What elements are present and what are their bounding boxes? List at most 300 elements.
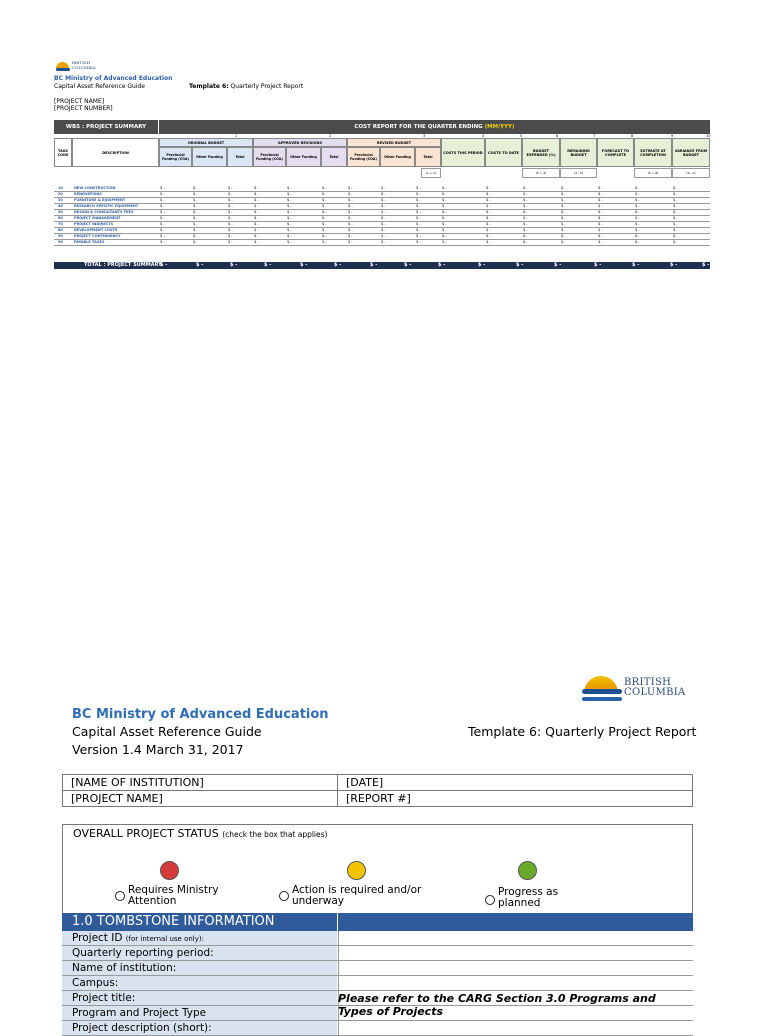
task-description: DEVELOPMENT COSTS	[74, 228, 118, 232]
cost-cell[interactable]: $ -	[287, 186, 292, 190]
wbs-header-right	[159, 120, 710, 134]
total-row	[54, 262, 710, 269]
cost-cell[interactable]: $ -	[673, 234, 678, 238]
section-title: 1.0 TOMBSTONE INFORMATION	[72, 914, 275, 929]
total-cell: $ -	[670, 262, 678, 268]
wbs-header-left: WBS : PROJECT SUMMARY	[54, 120, 158, 134]
small-guide-title: Capital Asset Reference Guide	[54, 83, 145, 90]
cost-cell[interactable]: $ -	[322, 210, 327, 214]
cost-cell[interactable]: $ -	[561, 192, 566, 196]
cost-cell[interactable]: $ -	[598, 198, 603, 202]
cost-cell[interactable]: $ -	[228, 228, 233, 232]
field-label-text: Quarterly reporting period:	[72, 947, 214, 959]
field-label	[62, 976, 337, 990]
wave-decoration-2	[582, 697, 622, 701]
cost-cell[interactable]: $ -	[193, 198, 198, 202]
cost-cell[interactable]: $ -	[598, 186, 603, 190]
cost-cell[interactable]: $ -	[673, 210, 678, 214]
cost-cell[interactable]: $ -	[416, 186, 421, 190]
description-header: DESCRIPTION	[72, 138, 159, 167]
cost-cell[interactable]: $ -	[228, 240, 233, 244]
cost-cell[interactable]: $ -	[523, 192, 528, 196]
cost-cell[interactable]: $ -	[635, 222, 640, 226]
cost-cell[interactable]: $ -	[635, 228, 640, 232]
field-label	[62, 1006, 337, 1020]
cost-cell[interactable]: $ -	[193, 216, 198, 220]
cost-cell[interactable]: $ -	[561, 240, 566, 244]
bc-logo-small	[56, 60, 100, 74]
cost-cell[interactable]: $ -	[523, 186, 528, 190]
cost-cell[interactable]: $ -	[254, 216, 259, 220]
wave-decoration	[56, 68, 70, 71]
task-description: DESIGN & CONSULTANTS FEES	[74, 210, 134, 214]
field-label-hint: (for internal use only):	[125, 935, 204, 943]
column-number: 10	[706, 134, 711, 138]
cost-cell[interactable]: $ -	[486, 234, 491, 238]
cost-cell[interactable]: $ -	[193, 204, 198, 208]
budget-subcolumn-header: Provincial Funding (COA)	[159, 147, 192, 167]
cost-cell[interactable]: $ -	[322, 228, 327, 232]
cost-cell[interactable]: $ -	[160, 240, 165, 244]
progress-planned-radio[interactable]	[485, 895, 495, 905]
total-cell: $ -	[516, 262, 524, 268]
cost-cell[interactable]: $ -	[442, 234, 447, 238]
small-project-number: [PROJECT NUMBER]	[54, 105, 113, 112]
cost-cell[interactable]: $ -	[523, 198, 528, 202]
cost-cell[interactable]: $ -	[561, 204, 566, 208]
column-number: 2	[329, 134, 332, 138]
cost-cell[interactable]: $ -	[442, 240, 447, 244]
cost-cell[interactable]: $ -	[673, 240, 678, 244]
cost-cell[interactable]: $ -	[254, 210, 259, 214]
cost-cell[interactable]: $ -	[348, 198, 353, 202]
field-label	[62, 931, 337, 945]
task-code-header: TASK CODE	[54, 138, 72, 167]
cost-cell[interactable]: $ -	[254, 204, 259, 208]
total-cell: $ -	[404, 262, 412, 268]
small-template-title: Template 6: Quarterly Project Report	[189, 83, 304, 90]
cost-cell[interactable]: $ -	[486, 228, 491, 232]
cost-cell[interactable]: $ -	[442, 228, 447, 232]
small-template-rest: Quarterly Project Report	[230, 83, 304, 90]
task-code: 90	[58, 234, 63, 238]
total-cell: $ -	[264, 262, 272, 268]
total-cell: $ -	[370, 262, 378, 268]
task-description: RESEARCH SPECIFIC EQUIPMENT	[74, 204, 139, 208]
cost-cell[interactable]: $ -	[228, 192, 233, 196]
cost-cell[interactable]: $ -	[322, 192, 327, 196]
cost-cell[interactable]: $ -	[287, 216, 292, 220]
cost-cell[interactable]: $ -	[254, 222, 259, 226]
cost-cell[interactable]: $ -	[287, 210, 292, 214]
cost-cell[interactable]: $ -	[193, 234, 198, 238]
task-code: 40	[58, 204, 63, 208]
info-row	[63, 791, 693, 807]
guide-title: Capital Asset Reference Guide	[72, 724, 262, 739]
yellow-status-dot	[347, 861, 366, 880]
column-number: 7	[593, 134, 596, 138]
field-label	[62, 946, 337, 960]
cost-cell[interactable]: $ -	[486, 240, 491, 244]
red-status-dot	[160, 861, 179, 880]
task-code: 10	[58, 186, 63, 190]
cost-cell[interactable]: $ -	[348, 216, 353, 220]
cost-cell[interactable]: $ -	[416, 240, 421, 244]
cost-cell[interactable]: $ -	[193, 240, 198, 244]
requires-attention-radio[interactable]	[115, 891, 125, 901]
summary-column-header: COSTS THIS PERIOD	[441, 138, 485, 167]
cost-cell[interactable]: $ -	[673, 198, 678, 202]
cost-cell[interactable]: $ -	[635, 210, 640, 214]
cost-cell[interactable]: $ -	[287, 192, 292, 196]
cost-cell[interactable]: $ -	[193, 192, 198, 196]
budget-subcolumn-header: Other Funding	[380, 147, 415, 167]
cost-cell[interactable]: $ -	[348, 186, 353, 190]
cost-cell[interactable]: $ -	[673, 228, 678, 232]
small-ministry-title: BC Ministry of Advanced Education	[54, 75, 173, 82]
tombstone-field-row	[62, 961, 693, 976]
tombstone-field-row	[62, 931, 693, 946]
cost-cell[interactable]: $ -	[416, 234, 421, 238]
task-description: RENOVATIONS	[74, 192, 102, 196]
cost-cell[interactable]: $ -	[381, 198, 386, 202]
cost-cell[interactable]: $ -	[287, 228, 292, 232]
cost-cell[interactable]: $ -	[598, 204, 603, 208]
quarter-date: (MM/YYY)	[484, 124, 515, 130]
cost-cell[interactable]: $ -	[381, 228, 386, 232]
field-value-input[interactable]	[338, 976, 693, 990]
cost-cell[interactable]: $ -	[287, 240, 292, 244]
summary-column-header: VARIANCE FROM BUDGET	[672, 138, 710, 167]
institution-info-table	[62, 774, 693, 807]
cost-cell[interactable]: $ -	[598, 228, 603, 232]
cost-cell[interactable]: $ -	[561, 210, 566, 214]
tombstone-fields	[62, 931, 693, 1036]
cost-cell[interactable]: $ -	[348, 240, 353, 244]
cost-cell[interactable]: $ -	[193, 222, 198, 226]
cost-cell[interactable]: $ -	[635, 234, 640, 238]
cost-cell[interactable]: $ -	[160, 186, 165, 190]
task-description: NEW CONSTRUCTION	[74, 186, 116, 190]
tombstone-section-header	[62, 913, 693, 931]
cost-cell[interactable]: $ -	[322, 186, 327, 190]
cost-cell[interactable]: $ -	[635, 186, 640, 190]
cost-cell[interactable]: $ -	[322, 222, 327, 226]
logo-wordmark	[72, 61, 96, 70]
cost-cell[interactable]: $ -	[381, 192, 386, 196]
cost-cell[interactable]: $ -	[416, 228, 421, 232]
formula-cell: (5 + 8)	[634, 168, 672, 178]
field-label-text: Program and Project Type	[72, 1007, 207, 1019]
info-row	[63, 775, 693, 791]
cost-cell[interactable]: $ -	[486, 204, 491, 208]
cost-cell[interactable]: $ -	[228, 234, 233, 238]
total-cell: $ -	[702, 262, 710, 268]
total-cell: $ -	[478, 262, 486, 268]
cost-cell[interactable]: $ -	[598, 210, 603, 214]
summary-column-header: BUDGET EXPENDED (%)	[522, 138, 560, 167]
cost-cell[interactable]: $ -	[635, 204, 640, 208]
bc-logo	[582, 672, 692, 704]
field-value-input[interactable]	[338, 931, 693, 945]
column-number: 5	[520, 134, 523, 138]
institution-name: [NAME OF INSTITUTION]	[63, 775, 338, 791]
template-title: Template 6: Quarterly Project Report	[468, 724, 697, 739]
cost-cell[interactable]: $ -	[228, 210, 233, 214]
field-label	[62, 961, 337, 975]
task-code: 60	[58, 216, 63, 220]
cost-cell[interactable]: $ -	[381, 216, 386, 220]
field-label-text: Project description (short):	[72, 1022, 212, 1034]
cost-cell[interactable]: $ -	[486, 222, 491, 226]
formula-cell: (9 - 3)	[672, 168, 710, 178]
status-label	[73, 827, 327, 840]
cost-cell[interactable]: $ -	[254, 228, 259, 232]
cost-cell[interactable]: $ -	[635, 192, 640, 196]
cost-cell[interactable]: $ -	[598, 234, 603, 238]
cost-cell[interactable]: $ -	[442, 186, 447, 190]
cost-cell[interactable]: $ -	[523, 204, 528, 208]
cost-cell[interactable]: $ -	[442, 216, 447, 220]
cost-cell[interactable]: $ -	[254, 198, 259, 202]
cost-cell[interactable]: $ -	[486, 198, 491, 202]
wbs-cost-table	[54, 120, 710, 270]
cost-cell[interactable]: $ -	[254, 240, 259, 244]
logo-word-1: BRITISH	[624, 677, 672, 688]
task-code: 20	[58, 192, 63, 196]
ministry-title: BC Ministry of Advanced Education	[72, 707, 329, 722]
task-code: 70	[58, 222, 63, 226]
program-type-note: Please refer to the CARG Section 3.0 Programs and Types of Projects	[338, 992, 656, 1018]
column-number: 8	[631, 134, 634, 138]
cost-cell[interactable]: $ -	[228, 222, 233, 226]
cost-cell[interactable]: $ -	[635, 216, 640, 220]
cost-cell[interactable]: $ -	[486, 210, 491, 214]
cost-cell[interactable]: $ -	[523, 216, 528, 220]
cost-cell[interactable]: $ -	[598, 240, 603, 244]
cost-cell[interactable]: $ -	[381, 222, 386, 226]
cost-cell[interactable]: $ -	[673, 192, 678, 196]
logo-wordmark	[624, 678, 686, 698]
table-row	[54, 240, 710, 246]
cost-cell[interactable]: $ -	[598, 216, 603, 220]
header-divider	[337, 913, 338, 931]
approved-revisions-header: APPROVED REVISIONS	[253, 138, 347, 147]
budget-subcolumn-header: Other Funding	[286, 147, 321, 167]
cost-cell[interactable]: $ -	[322, 216, 327, 220]
cost-cell[interactable]: $ -	[160, 198, 165, 202]
cost-cell[interactable]: $ -	[523, 240, 528, 244]
summary-column-header: COSTS TO DATE	[485, 138, 522, 167]
cost-cell[interactable]: $ -	[287, 234, 292, 238]
cost-cell[interactable]: $ -	[561, 234, 566, 238]
cost-cell[interactable]: $ -	[348, 222, 353, 226]
budget-subcolumn-header: Total	[227, 147, 253, 167]
task-code: 30	[58, 198, 63, 202]
field-label	[62, 1021, 337, 1035]
cost-cell[interactable]: $ -	[381, 210, 386, 214]
version-line: Version 1.4 March 31, 2017	[72, 742, 244, 757]
logo-word-2: COLUMBIA	[624, 687, 686, 698]
cost-cell[interactable]: $ -	[193, 228, 198, 232]
logo-word-1: BRITISH	[72, 60, 91, 65]
cost-cell[interactable]: $ -	[348, 192, 353, 196]
cost-cell[interactable]: $ -	[416, 216, 421, 220]
report-number: [REPORT #]	[338, 791, 693, 807]
cost-cell[interactable]: $ -	[523, 228, 528, 232]
overall-project-status	[62, 824, 693, 914]
cost-cell[interactable]: $ -	[416, 204, 421, 208]
green-status-dot	[518, 861, 537, 880]
formula-cell: (3 - 5)	[560, 168, 597, 178]
cost-cell[interactable]: $ -	[254, 234, 259, 238]
cost-cell[interactable]: $ -	[442, 198, 447, 202]
cost-cell[interactable]: $ -	[193, 186, 198, 190]
cost-cell[interactable]: $ -	[442, 210, 447, 214]
formula-cell: (5 ÷ 3)	[522, 168, 560, 178]
task-code: 50	[58, 210, 63, 214]
total-cell: $ -	[554, 262, 562, 268]
field-value-input[interactable]	[338, 946, 693, 960]
total-label: TOTAL : PROJECT SUMMARY	[84, 262, 162, 268]
budget-subcolumn-header: Other Funding	[192, 147, 227, 167]
summary-column-header: FORECAST TO COMPLETE	[597, 138, 634, 167]
cost-cell[interactable]: $ -	[635, 198, 640, 202]
cost-cell[interactable]: $ -	[442, 222, 447, 226]
budget-subcolumn-header: Total	[415, 147, 441, 167]
cost-report-title: COST REPORT FOR THE QUARTER ENDING	[354, 124, 483, 130]
cost-cell[interactable]: $ -	[160, 228, 165, 232]
cost-cell[interactable]: $ -	[381, 204, 386, 208]
status-title: OVERALL PROJECT STATUS	[73, 827, 219, 840]
cost-cell[interactable]: $ -	[287, 222, 292, 226]
formula-cell: (1 + 2)	[421, 168, 441, 178]
revised-budget-header: REVISED BUDGET	[347, 138, 441, 147]
cost-cell[interactable]: $ -	[381, 186, 386, 190]
total-cell: $ -	[438, 262, 446, 268]
task-code: 80	[58, 228, 63, 232]
project-name: [PROJECT NAME]	[63, 791, 338, 807]
field-label-text: Campus:	[72, 977, 119, 989]
cost-cell[interactable]: $ -	[228, 216, 233, 220]
cost-cell[interactable]: $ -	[523, 234, 528, 238]
total-cell: $ -	[334, 262, 342, 268]
cost-cell[interactable]: $ -	[381, 234, 386, 238]
total-cell: $ -	[230, 262, 238, 268]
cost-cell[interactable]: $ -	[673, 186, 678, 190]
cost-cell[interactable]: $ -	[228, 204, 233, 208]
cost-cell[interactable]: $ -	[635, 240, 640, 244]
small-project-name: [PROJECT NAME]	[54, 98, 105, 105]
cost-cell[interactable]: $ -	[673, 204, 678, 208]
column-number: 1	[235, 134, 238, 138]
cost-cell[interactable]: $ -	[348, 204, 353, 208]
cost-cell[interactable]: $ -	[561, 186, 566, 190]
budget-subcolumn-header: Provincial Funding (COA)	[253, 147, 286, 167]
cost-cell[interactable]: $ -	[228, 186, 233, 190]
cost-cell[interactable]: $ -	[322, 204, 327, 208]
cost-cell[interactable]: $ -	[442, 192, 447, 196]
column-number: 6	[556, 134, 559, 138]
cost-cell[interactable]: $ -	[416, 210, 421, 214]
budget-subcolumn-header: Total	[321, 147, 347, 167]
status-hint: (check the box that applies)	[222, 830, 328, 839]
cost-cell[interactable]: $ -	[561, 216, 566, 220]
cost-cell[interactable]: $ -	[160, 210, 165, 214]
field-label	[62, 991, 337, 1005]
cost-cell[interactable]: $ -	[442, 204, 447, 208]
cost-cell[interactable]: $ -	[416, 198, 421, 202]
cost-cell[interactable]: $ -	[348, 234, 353, 238]
field-label-text: Project ID	[72, 932, 123, 944]
cost-cell[interactable]: $ -	[160, 192, 165, 196]
cost-cell[interactable]: $ -	[322, 198, 327, 202]
cost-cell[interactable]: $ -	[561, 198, 566, 202]
cost-cell[interactable]: $ -	[523, 222, 528, 226]
task-code: 99	[58, 240, 63, 244]
cost-cell[interactable]: $ -	[254, 192, 259, 196]
wbs-rows	[54, 186, 710, 246]
task-description: PROJECT INDIRECTS	[74, 222, 114, 226]
cost-cell[interactable]: $ -	[486, 192, 491, 196]
budget-subcolumn-header: Provincial Funding (COA)	[347, 147, 380, 167]
task-description: FURNITURE & EQUIPMENT	[74, 198, 126, 202]
cost-cell[interactable]: $ -	[416, 222, 421, 226]
progress-planned-label: Progress as planned	[498, 886, 559, 909]
field-label-text: Project title:	[72, 992, 136, 1004]
cost-cell[interactable]: $ -	[228, 198, 233, 202]
cost-cell[interactable]: $ -	[598, 192, 603, 196]
cost-cell[interactable]: $ -	[348, 228, 353, 232]
cost-cell[interactable]: $ -	[416, 192, 421, 196]
cost-cell[interactable]: $ -	[160, 204, 165, 208]
cost-cell[interactable]: $ -	[673, 222, 678, 226]
cost-cell[interactable]: $ -	[254, 186, 259, 190]
cost-cell[interactable]: $ -	[348, 210, 353, 214]
task-description: PAYABLE TAXES	[74, 240, 105, 244]
cost-cell[interactable]: $ -	[523, 210, 528, 214]
report-date: [DATE]	[338, 775, 693, 791]
original-budget-header: ORIGINAL BUDGET	[159, 138, 253, 147]
total-cell: $ -	[160, 262, 168, 268]
total-cell: $ -	[632, 262, 640, 268]
cost-cell[interactable]: $ -	[160, 234, 165, 238]
cost-cell[interactable]: $ -	[287, 198, 292, 202]
cost-cell[interactable]: $ -	[322, 234, 327, 238]
cost-cell[interactable]: $ -	[598, 222, 603, 226]
column-number: 4	[482, 134, 485, 138]
summary-column-header: ESTIMATE AT COMPLETION	[634, 138, 672, 167]
cost-cell[interactable]: $ -	[287, 204, 292, 208]
task-description: PROJECT CONTINGENCY	[74, 234, 121, 238]
cost-cell[interactable]: $ -	[561, 222, 566, 226]
total-cell: $ -	[594, 262, 602, 268]
cost-cell[interactable]: $ -	[561, 228, 566, 232]
cost-cell[interactable]: $ -	[160, 222, 165, 226]
cost-cell[interactable]: $ -	[322, 240, 327, 244]
task-description: PROJECT MANAGEMENT	[74, 216, 121, 220]
action-required-radio[interactable]	[279, 891, 289, 901]
cost-cell[interactable]: $ -	[486, 186, 491, 190]
cost-cell[interactable]: $ -	[673, 216, 678, 220]
tombstone-field-row	[62, 976, 693, 991]
cost-cell[interactable]: $ -	[381, 240, 386, 244]
field-value-input[interactable]	[338, 1021, 693, 1035]
cost-cell[interactable]: $ -	[486, 216, 491, 220]
cost-cell[interactable]: $ -	[160, 216, 165, 220]
cost-cell[interactable]: $ -	[193, 210, 198, 214]
field-value-input[interactable]	[338, 961, 693, 975]
